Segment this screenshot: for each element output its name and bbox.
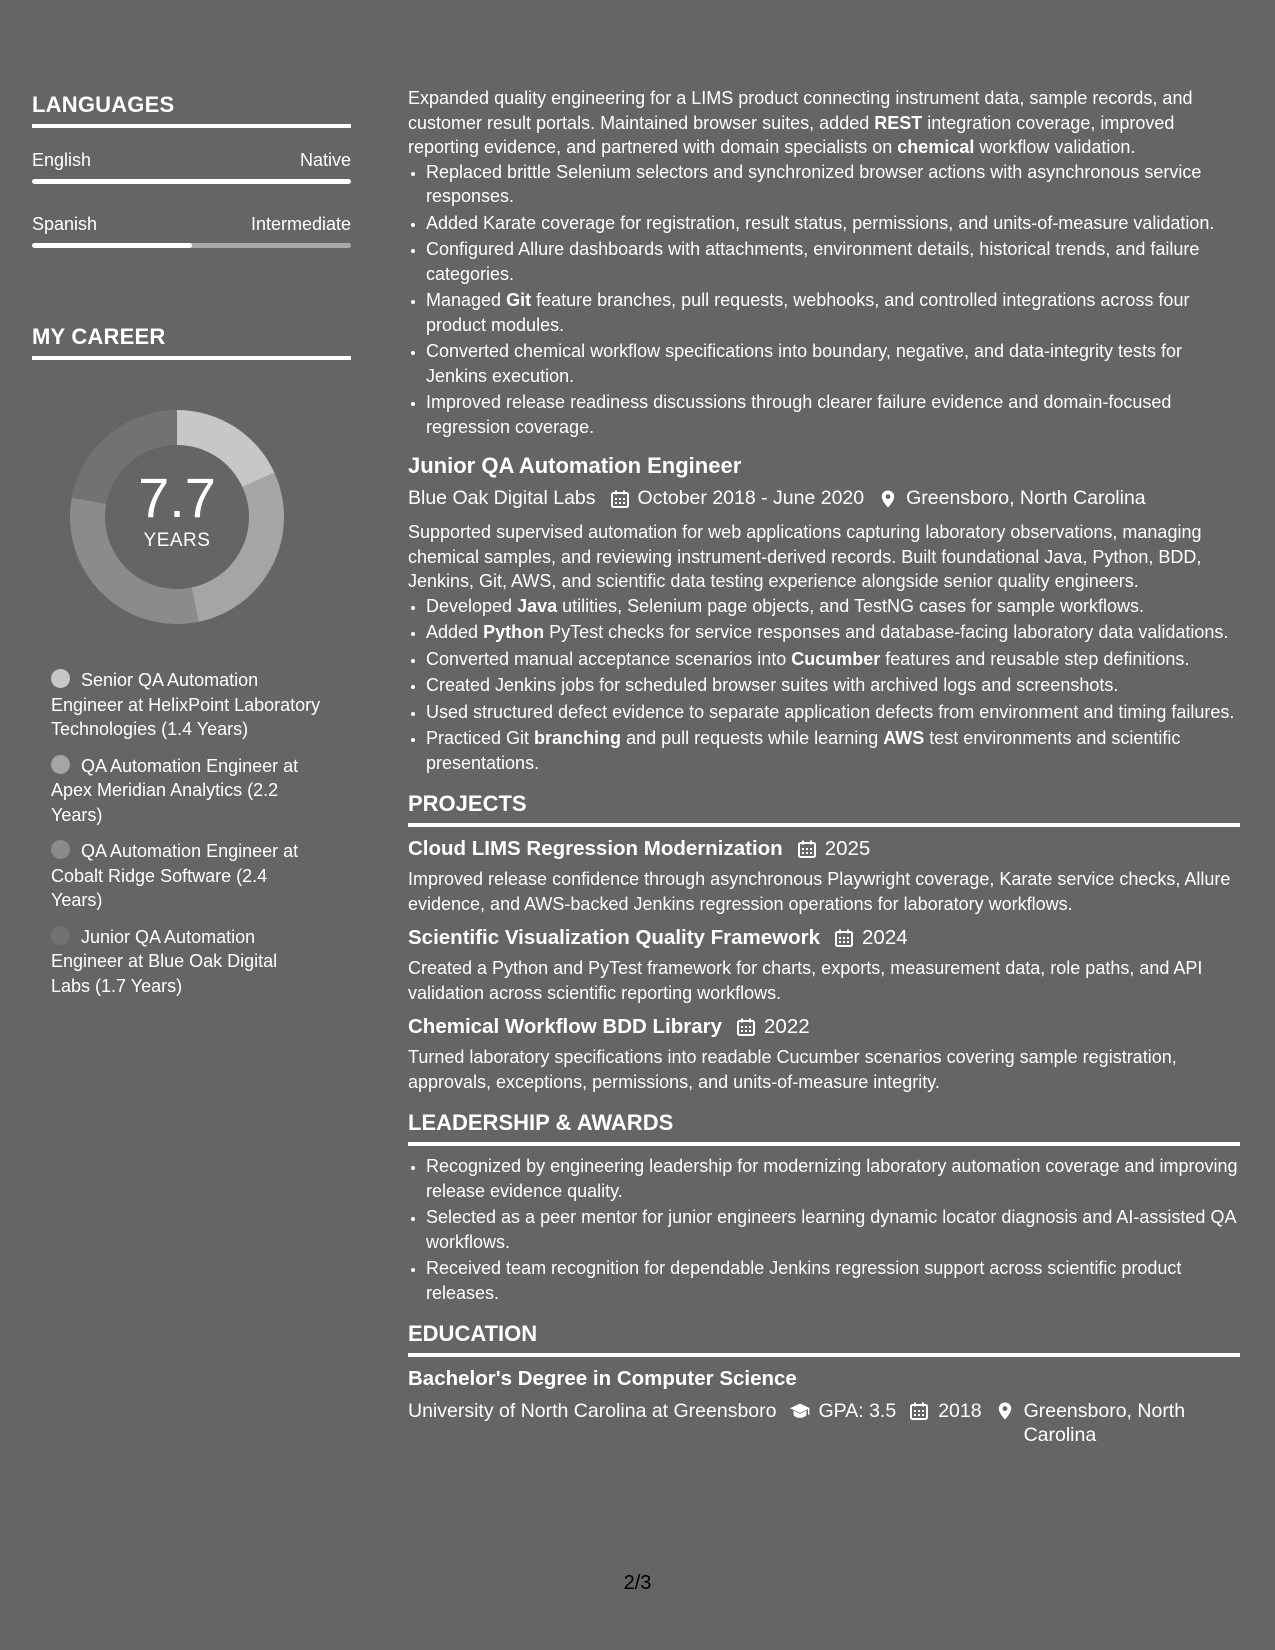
leadership-bullets: [408, 1154, 1240, 1305]
legend-dot-icon: [51, 926, 70, 945]
project-year: 2025: [824, 837, 871, 860]
project-year: 2022: [764, 1015, 810, 1038]
bullet-item: • Managed Git feature branches, pull requests, webhooks, and controlled integrations across four product modules.: [426, 288, 1240, 337]
job-description: Supported supervised automation for web applications capturing laboratory observations, managing chemical samples, and reviewing instrument-derived records. Built foundational Java, Python, BDD, Jenkins, Git, AWS, and scientific data testing experience alongside senior quality engineers.: [408, 522, 1202, 591]
proficiency-fill: [32, 243, 192, 248]
project-name: Chemical Workflow BDD Library: [408, 1015, 723, 1038]
projects-heading: PROJECTS: [408, 791, 1240, 827]
language-level: Intermediate: [250, 214, 351, 234]
project-name: Scientific Visualization Quality Framework: [408, 926, 821, 949]
gpa: GPA: 3.5: [818, 1400, 897, 1422]
project-item: [408, 1015, 1240, 1094]
bullet-item: • Used structured defect evidence to separate application defects from environment and timing failures.: [426, 700, 1240, 725]
language-name: English: [32, 150, 92, 170]
calendar-icon: [797, 839, 817, 859]
bullet-item: • Selected as a peer mentor for junior engineers learning dynamic locator diagnosis and AI-assisted QA workflows.: [426, 1205, 1240, 1254]
career-total-years: 7.7: [138, 466, 216, 529]
legend-dot-icon: [51, 840, 70, 859]
previous-job-bullets: [408, 160, 1240, 440]
page-indicator: 2/3: [623, 1572, 652, 1594]
career-donut-chart: [62, 402, 292, 632]
career-legend: [51, 668, 321, 998]
proficiency-fill: [32, 179, 351, 184]
main-content: [408, 86, 1240, 1447]
career-legend-item: Senior QA Automation Engineer at HelixPoint Laboratory Technologies (1.4 Years): [51, 670, 321, 739]
school-name: University of North Carolina at Greensboro: [408, 1400, 777, 1422]
bullet-item: • Configured Allure dashboards with attachments, environment details, historical trends, and failure categories.: [426, 237, 1240, 286]
project-description: Created a Python and PyTest framework for charts, exports, measurement data, role paths, and API validation across scientific reporting workflows.: [408, 958, 1203, 1003]
job-meta: [408, 487, 1240, 510]
bullet-item: • Recognized by engineering leadership for modernizing laboratory automation coverage and improving release evidence quality.: [426, 1154, 1240, 1203]
calendar-icon: [908, 1401, 930, 1421]
bullet-item: • Converted manual acceptance scenarios into Cucumber features and reusable step definitions.: [426, 647, 1240, 672]
map-pin-icon: [994, 1401, 1016, 1421]
career-legend-item: QA Automation Engineer at Cobalt Ridge Software (2.4 Years): [51, 841, 299, 910]
bullet-item: • Developed Java utilities, Selenium page objects, and TestNG cases for sample workflows.: [426, 594, 1240, 619]
language-english: [32, 150, 351, 184]
career-total-unit: YEARS: [143, 530, 211, 551]
project-name: Cloud LIMS Regression Modernization: [408, 837, 783, 860]
job-dates: October 2018 - June 2020: [637, 487, 865, 509]
bullet-item: • Practiced Git branching and pull requests while learning AWS test environments and scientific presentations.: [426, 726, 1240, 775]
career-legend-item: QA Automation Engineer at Apex Meridian Analytics (2.2 Years): [51, 755, 299, 825]
bullet-item: • Added Python PyTest checks for service responses and database-facing laboratory data validations.: [426, 620, 1240, 645]
job-location: Greensboro, North Carolina: [906, 487, 1146, 509]
job-bullets: [408, 594, 1240, 776]
language-proficiency-bar: [32, 243, 351, 248]
graduation-year: 2018: [938, 1400, 982, 1422]
degree-title: Bachelor's Degree in Computer Science: [408, 1367, 797, 1390]
project-item: [408, 837, 1240, 916]
language-level: Native: [299, 150, 351, 170]
job-company: Blue Oak Digital Labs: [408, 487, 596, 509]
school-location: Greensboro, North Carolina: [1023, 1400, 1186, 1446]
bullet-item: • Replaced brittle Selenium selectors and synchronized browser actions with asynchronous service responses.: [426, 160, 1240, 209]
bullet-item: • Improved release readiness discussions through clearer failure evidence and domain-focused regression coverage.: [426, 390, 1240, 439]
project-year: 2024: [862, 926, 908, 949]
bullet-item: • Added Karate coverage for registration, result status, permissions, and units-of-measure validation.: [426, 211, 1240, 236]
language-spanish: [32, 214, 351, 248]
project-description: Turned laboratory specifications into readable Cucumber scenarios covering sample registration, approvals, exceptions, permissions, and units-of-measure integrity.: [408, 1047, 1177, 1092]
previous-job-description: Expanded quality engineering for a LIMS product connecting instrument data, sample records, and customer result portals. Maintained browser suites, added REST integration coverage, improved reporting evidence, and partnered with domain specialists on chemical workflow validation.: [408, 88, 1193, 157]
education-meta: [408, 1399, 1240, 1447]
language-proficiency-bar: [32, 179, 351, 184]
education-heading: EDUCATION: [408, 1321, 1240, 1357]
leadership-heading: LEADERSHIP & AWARDS: [408, 1110, 1240, 1146]
legend-dot-icon: [51, 669, 70, 688]
bullet-item: • Converted chemical workflow specifications into boundary, negative, and data-integrity tests for Jenkins execution.: [426, 339, 1240, 388]
bullet-item: • Received team recognition for dependable Jenkins regression support across scientific product releases.: [426, 1256, 1240, 1305]
legend-dot-icon: [51, 755, 70, 774]
project-item: [408, 926, 1240, 1005]
calendar-icon: [736, 1017, 756, 1037]
calendar-icon: [610, 489, 630, 509]
graduation-cap-icon: [789, 1401, 811, 1421]
languages-heading: LANGUAGES: [32, 92, 351, 128]
calendar-icon: [834, 928, 854, 948]
career-legend-item: Junior QA Automation Engineer at Blue Oak Digital Labs (1.7 Years): [51, 926, 278, 996]
career-heading: MY CAREER: [32, 324, 351, 360]
job-title: Junior QA Automation Engineer: [408, 453, 742, 478]
map-pin-icon: [878, 489, 898, 509]
bullet-item: • Created Jenkins jobs for scheduled browser suites with archived logs and screenshots.: [426, 673, 1240, 698]
language-name: Spanish: [32, 214, 98, 234]
sidebar: [32, 92, 351, 1010]
project-description: Improved release confidence through asynchronous Playwright coverage, Karate service checks, Allure evidence, and AWS-backed Jenkins regression operations for laboratory workflows.: [408, 869, 1231, 914]
